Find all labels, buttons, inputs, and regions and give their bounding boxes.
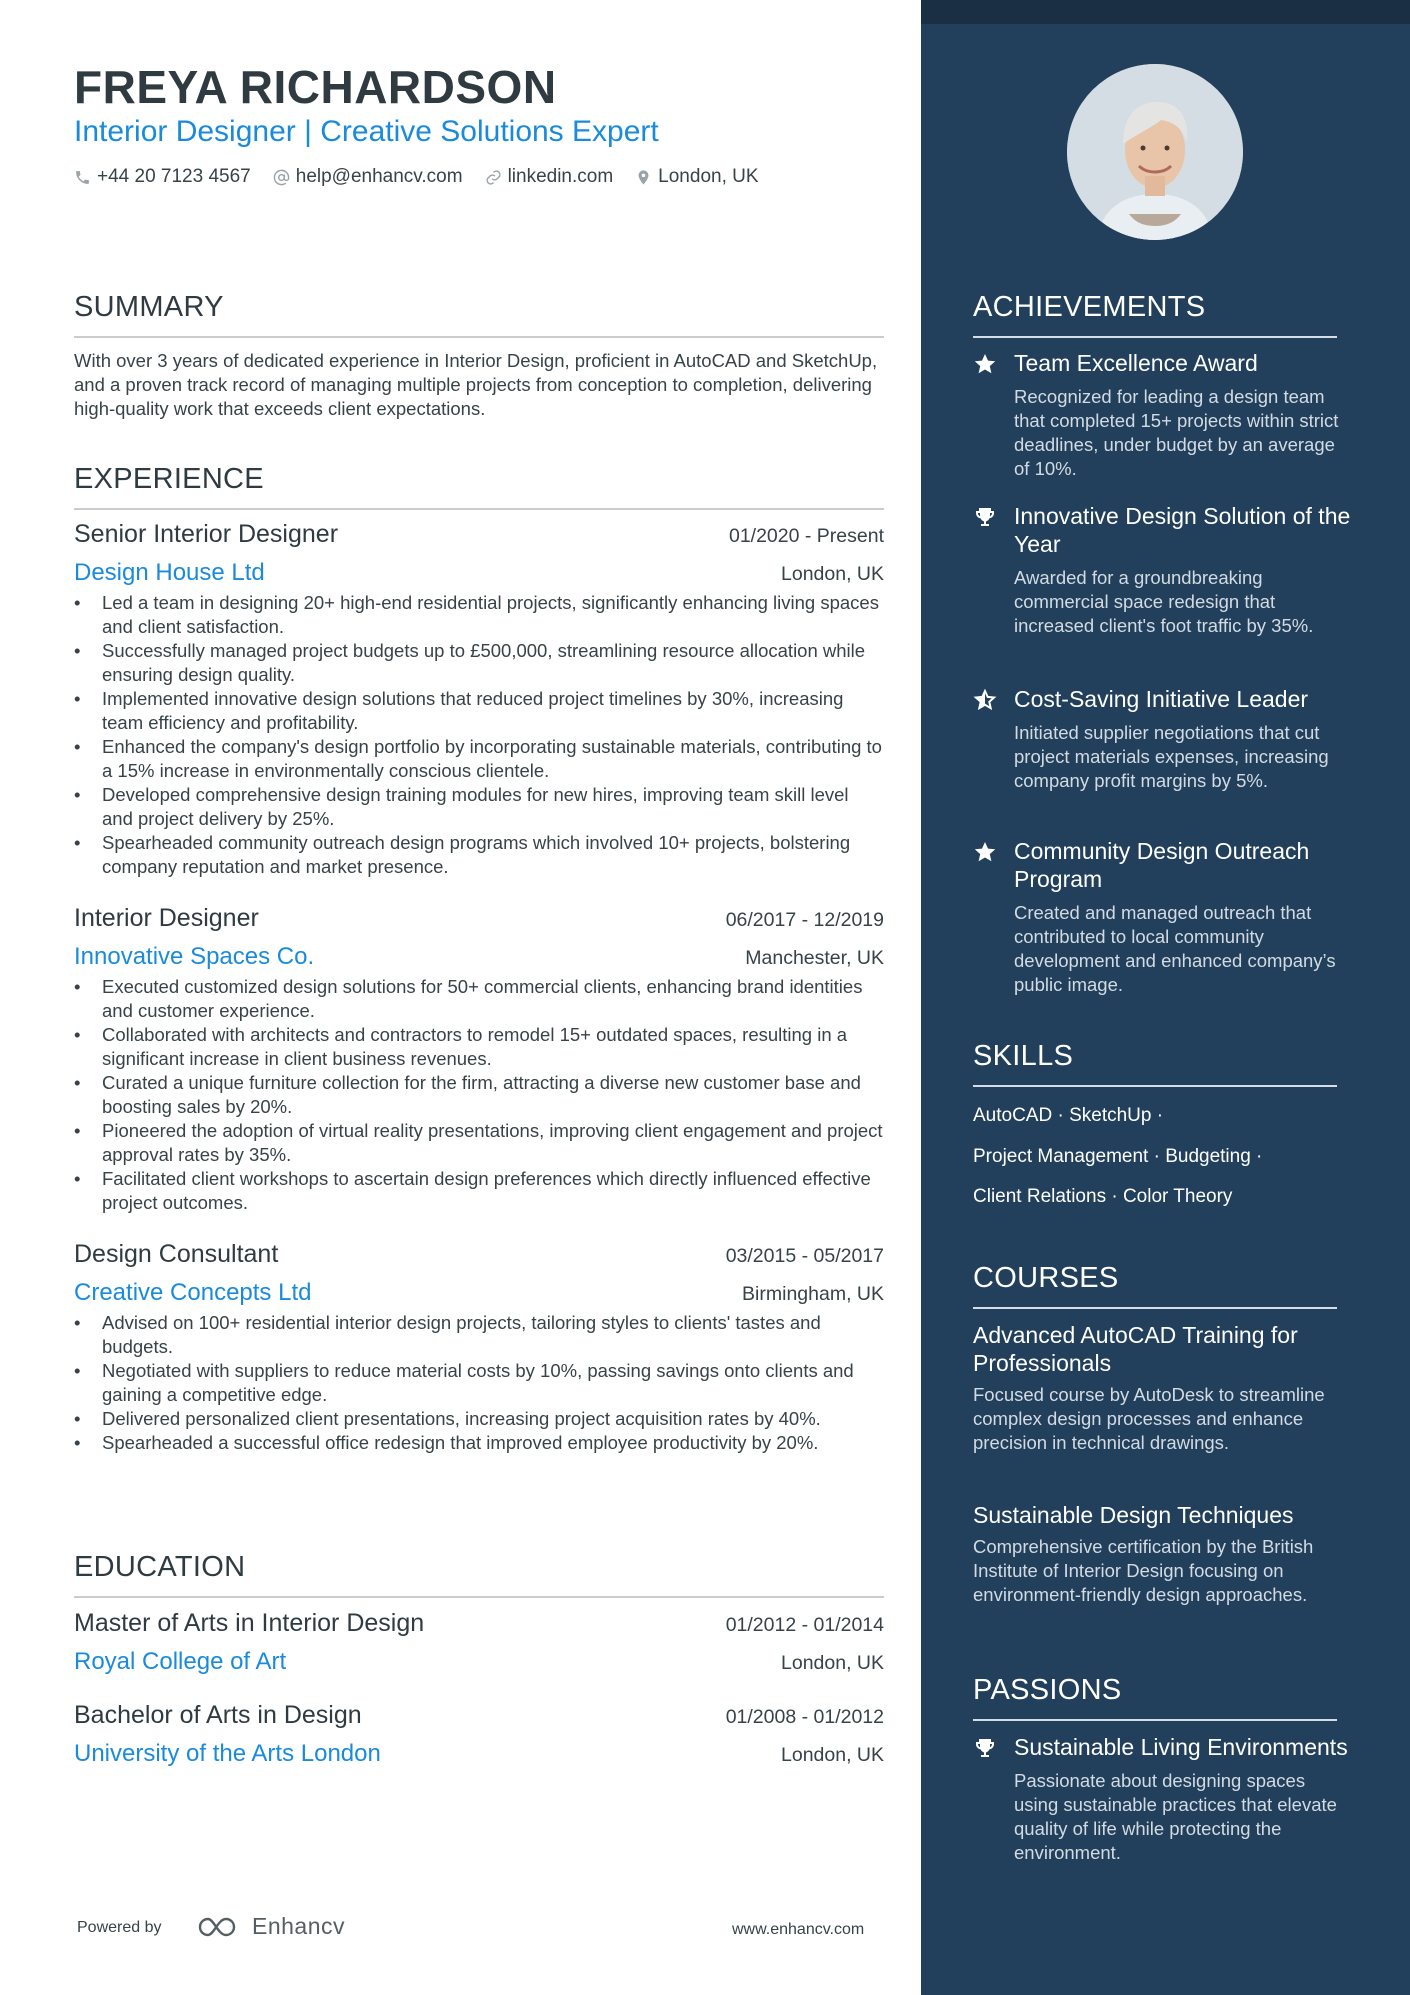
powered-by-label: Powered by: [77, 1919, 162, 1936]
profile-photo-illustration: [1067, 64, 1243, 240]
courses-heading: COURSES: [973, 1262, 1337, 1309]
course-desc: Comprehensive certification by the British Institute of Interior Design focusing on environment-friendly design approaches.: [973, 1536, 1314, 1605]
linkedin-text: linkedin.com: [507, 166, 614, 187]
enhancv-brand: Enhancv: [252, 1913, 346, 1939]
bullet-item: • Executed customized design solutions for 50+ commercial clients, enhancing brand identities and customer experience.: [74, 975, 884, 1023]
location-pin-icon: [635, 169, 652, 186]
achievement-desc: Recognized for leading a design team that completed 15+ projects within strict deadlines, under budget by an average of 10%.: [1014, 386, 1339, 479]
achievement-item: [973, 349, 1353, 481]
company-name: Design House Ltd: [74, 559, 265, 586]
trophy-icon: [973, 1736, 997, 1760]
job-dates: 01/2020 - Present: [728, 525, 884, 547]
achievement-title: Cost-Saving Initiative Leader: [1014, 686, 1309, 712]
course-desc: Focused course by AutoDesk to streamline complex design processes and enhance precision in technical drawings.: [973, 1384, 1325, 1453]
achievement-title: Innovative Design Solution of the Year: [1014, 503, 1351, 557]
achievement-item: [973, 685, 1353, 793]
job-entry: [74, 1240, 884, 1455]
bullet-item: • Curated a unique furniture collection for the firm, attracting a diverse new customer base and boosting sales by 20%.: [74, 1071, 884, 1119]
phone-icon: [74, 169, 91, 186]
education-entry: [74, 1701, 884, 1768]
passion-item: [973, 1733, 1353, 1865]
phone-text: +44 20 7123 4567: [97, 166, 251, 187]
company-name: Innovative Spaces Co.: [74, 943, 315, 970]
job-title: Design Consultant: [74, 1240, 279, 1268]
skills-heading: SKILLS: [973, 1040, 1337, 1087]
school-location: London, UK: [781, 1652, 884, 1674]
school-name: Royal College of Art: [74, 1648, 287, 1675]
job-title: Senior Interior Designer: [74, 520, 339, 548]
bullet-item: • Pioneered the adoption of virtual reality presentations, improving client engagement and project approval rates by 35%.: [74, 1119, 884, 1167]
bullet-item: • Enhanced the company's design portfolio by incorporating sustainable materials, contributing to a 15% increase in environmentally conscious clientele.: [74, 735, 884, 783]
company-name: Creative Concepts Ltd: [74, 1279, 312, 1306]
summary-heading: SUMMARY: [74, 291, 884, 338]
school-name: University of the Arts London: [74, 1740, 381, 1767]
education-dates: 01/2008 - 01/2012: [725, 1706, 884, 1728]
achievement-desc: Awarded for a groundbreaking commercial space redesign that increased client's foot traffic by 35%.: [1014, 567, 1314, 636]
job-entry: [74, 904, 884, 1215]
bullet-item: • Successfully managed project budgets up to £500,000, streamlining resource allocation while ensuring design quality.: [74, 639, 884, 687]
contact-phone[interactable]: [74, 166, 251, 188]
experience-heading: EXPERIENCE: [74, 463, 884, 510]
course-title: Sustainable Design Techniques: [973, 1502, 1294, 1528]
job-bullets: [74, 1311, 884, 1455]
summary-text: With over 3 years of dedicated experience in Interior Design, proficient in AutoCAD and SketchUp, and a proven track record of managing multiple projects from conception to completion, delivering high-quality work that exceeds client expectations.: [74, 350, 878, 419]
link-icon: [485, 169, 502, 186]
contact-email[interactable]: [273, 166, 463, 188]
achievement-item: [973, 837, 1353, 997]
contact-linkedin[interactable]: [485, 166, 614, 188]
skills-line: Client Relations · Color Theory: [973, 1186, 1233, 1207]
enhancv-logo-icon: [196, 1914, 242, 1940]
job-location: London, UK: [781, 563, 884, 585]
candidate-title: Interior Designer | Creative Solutions Expert: [74, 115, 659, 148]
achievement-desc: Created and managed outreach that contributed to local community development and enhanced company’s public image.: [1014, 902, 1336, 995]
job-bullets: [74, 975, 884, 1215]
email-text: help@enhancv.com: [295, 166, 463, 187]
achievement-item: [973, 502, 1353, 638]
job-bullets: [74, 591, 884, 879]
bullet-item: • Advised on 100+ residential interior design projects, tailoring styles to clients' tastes and budgets.: [74, 1311, 884, 1359]
contact-location: [635, 166, 758, 188]
school-location: London, UK: [781, 1744, 884, 1766]
job-location: Manchester, UK: [745, 947, 884, 969]
bullet-item: • Facilitated client workshops to ascertain design preferences which directly influenced effective project outcomes.: [74, 1167, 884, 1215]
job-location: Birmingham, UK: [742, 1283, 884, 1305]
sidebar-top-bar: [921, 0, 1410, 24]
enhancv-logo[interactable]: [196, 1913, 345, 1940]
achievement-title: Community Design Outreach Program: [1014, 838, 1310, 892]
bullet-item: • Collaborated with architects and contractors to remodel 15+ outdated spaces, resulting in a significant increase in client business revenues.: [74, 1023, 884, 1071]
star-half-icon: [973, 688, 997, 712]
course-item: [973, 1321, 1353, 1455]
candidate-name: FREYA RICHARDSON: [74, 61, 557, 113]
achievement-desc: Initiated supplier negotiations that cut project materials expenses, increasing company profit margins by 5%.: [1014, 722, 1329, 791]
skills-line: Project Management · Budgeting ·: [973, 1145, 1263, 1167]
bullet-item: • Implemented innovative design solutions that reduced project timelines by 30%, increasing team efficiency and profitability.: [74, 687, 884, 735]
education-dates: 01/2012 - 01/2014: [725, 1614, 884, 1636]
course-item: [973, 1501, 1353, 1607]
star-icon: [973, 352, 997, 376]
passion-title: Sustainable Living Environments: [1014, 1734, 1348, 1760]
footer-url[interactable]: www.enhancv.com: [732, 1921, 865, 1938]
achievements-heading: ACHIEVEMENTS: [973, 291, 1337, 338]
degree-title: Master of Arts in Interior Design: [74, 1609, 425, 1637]
bullet-item: • Negotiated with suppliers to reduce material costs by 10%, passing savings onto clients and gaining a competitive edge.: [74, 1359, 884, 1407]
bullet-item: • Spearheaded community outreach design programs which involved 10+ projects, bolstering company reputation and market presence.: [74, 831, 884, 879]
at-icon: [273, 169, 290, 186]
skills-list: [973, 1096, 1353, 1218]
contact-bar: [74, 166, 781, 188]
bullet-item: • Spearheaded a successful office redesign that improved employee productivity by 20%.: [74, 1431, 884, 1455]
bullet-item: • Led a team in designing 20+ high-end residential projects, significantly enhancing living spaces and client satisfaction.: [74, 591, 884, 639]
bullet-item: • Developed comprehensive design training modules for new hires, improving team skill level and project delivery by 25%.: [74, 783, 884, 831]
course-title: Advanced AutoCAD Training for Professionals: [973, 1322, 1298, 1376]
education-entry: [74, 1609, 884, 1676]
job-dates: 06/2017 - 12/2019: [725, 909, 884, 931]
achievement-title: Team Excellence Award: [1014, 350, 1258, 376]
sidebar: [921, 0, 1410, 1995]
education-heading: EDUCATION: [74, 1551, 884, 1598]
degree-title: Bachelor of Arts in Design: [74, 1701, 362, 1729]
passions-heading: PASSIONS: [973, 1674, 1337, 1721]
trophy-icon: [973, 505, 997, 529]
bullet-item: • Delivered personalized client presentations, increasing project acquisition rates by 40%.: [74, 1407, 884, 1431]
passion-desc: Passionate about designing spaces using sustainable practices that elevate quality of life while protecting the environment.: [1014, 1770, 1337, 1863]
job-dates: 03/2015 - 05/2017: [725, 1245, 884, 1267]
star-icon: [973, 840, 997, 864]
profile-photo: [1067, 64, 1243, 240]
job-title: Interior Designer: [74, 904, 259, 932]
skills-line: AutoCAD · SketchUp ·: [973, 1105, 1164, 1126]
location-text: London, UK: [658, 166, 759, 187]
job-entry: [74, 520, 884, 879]
